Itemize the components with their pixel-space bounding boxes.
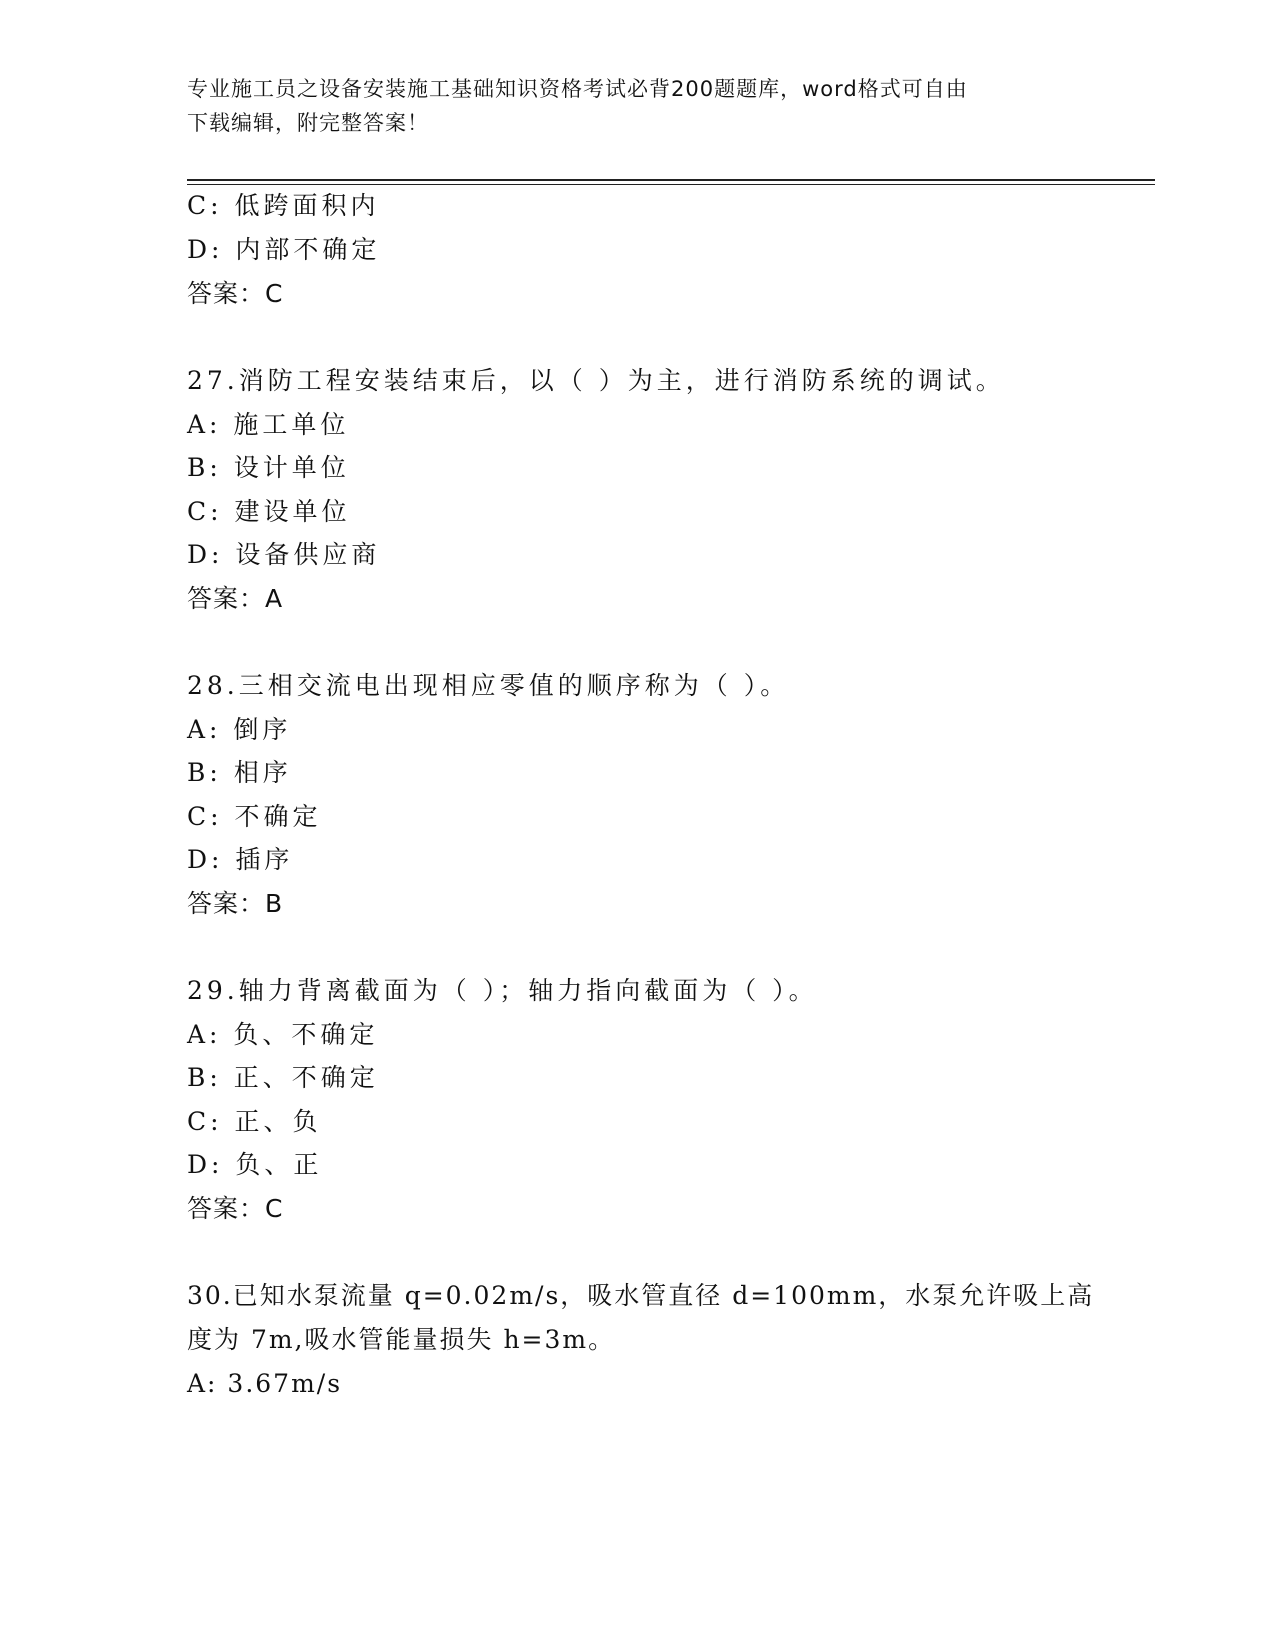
option-d: D: 设备供应商 xyxy=(187,540,381,569)
question-stem: 27.消防工程安装结束后，以（ ）为主，进行消防系统的调试。 xyxy=(187,366,1005,395)
option-c: C: 建设单位 xyxy=(187,497,351,526)
answer: 答案：C xyxy=(187,1194,284,1223)
question-stem: 29.轴力背离截面为（ ）；轴力指向截面为（ ）。 xyxy=(187,976,818,1005)
option-a: A: 倒序 xyxy=(187,715,292,744)
header-title-line-1: 专业施工员之设备安装施工基础知识资格考试必背200题题库，word格式可自由 xyxy=(187,77,968,101)
question-stem: 28.三相交流电出现相应零值的顺序称为（ ）。 xyxy=(187,671,790,700)
answer: 答案：C xyxy=(187,279,284,308)
question-stem-line-1: 30.已知水泵流量 q=0.02m/s，吸水管直径 d=100mm，水泵允许吸上高 xyxy=(187,1281,1095,1310)
option-d: D: 插序 xyxy=(187,845,294,874)
option-a: A: 施工单位 xyxy=(187,410,350,439)
header-title-line-2: 下载编辑，附完整答案！ xyxy=(187,111,429,135)
option-a: A: 3.67m/s xyxy=(187,1369,343,1398)
option-a: A: 负、不确定 xyxy=(187,1020,379,1049)
option-c: C: 正、负 xyxy=(187,1107,322,1136)
option-d: D: 负、正 xyxy=(187,1150,323,1179)
option-b: B: 设计单位 xyxy=(187,453,350,482)
answer: 答案：A xyxy=(187,584,284,613)
option-c: C: 低跨面积内 xyxy=(187,191,380,220)
header-divider xyxy=(187,179,1155,185)
option-d: D: 内部不确定 xyxy=(187,235,381,264)
document-header xyxy=(187,72,1087,140)
question-stem-line-2: 度为 7m,吸水管能量损失 h=3m。 xyxy=(187,1325,616,1354)
answer: 答案：B xyxy=(187,889,284,918)
option-b: B: 正、不确定 xyxy=(187,1063,379,1092)
option-b: B: 相序 xyxy=(187,758,292,787)
option-c: C: 不确定 xyxy=(187,802,322,831)
